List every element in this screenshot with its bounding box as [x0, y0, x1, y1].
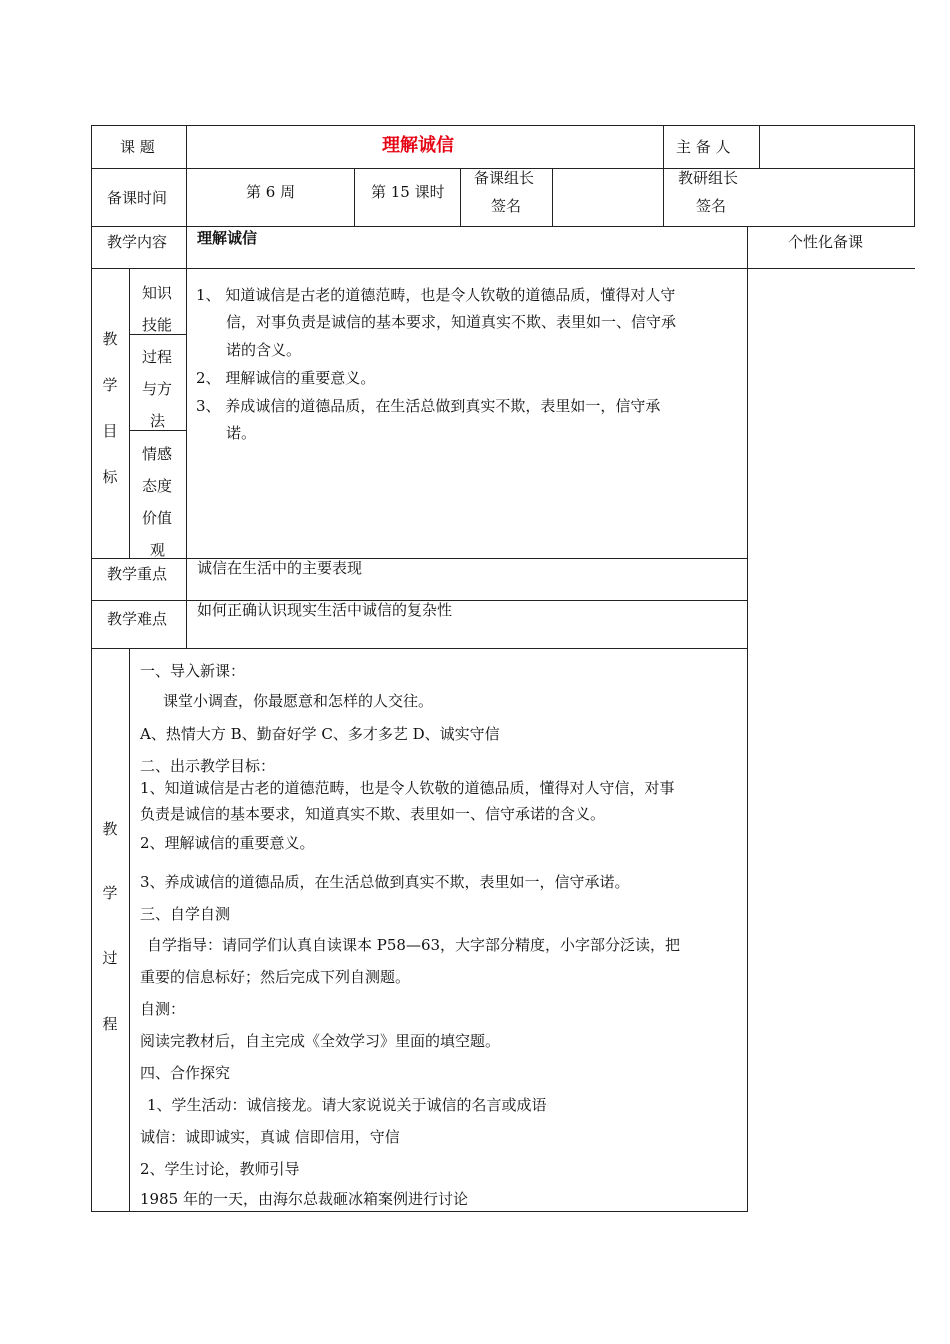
- knowledge-skill-label: 技能: [142, 316, 173, 334]
- table-rule: [129, 648, 130, 1211]
- process-label-char: 程: [102, 1015, 118, 1033]
- table-rule: [460, 168, 461, 226]
- table-rule: [663, 125, 664, 226]
- objective-item: 2、 理解诚信的重要意义。: [196, 369, 376, 387]
- process-line: 自测：: [140, 1000, 186, 1018]
- process-line: 1、知道诚信是古老的道德范畴，也是令人钦敬的道德品质，懂得对人守信，对事: [140, 779, 675, 797]
- difficulty-label: 教学难点: [107, 610, 168, 628]
- table-rule: [91, 648, 747, 649]
- table-rule: [91, 226, 915, 227]
- process-line: 课堂小调查，你最愿意和怎样的人交往。: [163, 692, 434, 710]
- table-border-right: [914, 125, 915, 226]
- emotion-attitude-label: 态度: [142, 477, 173, 495]
- personalized-label: 个性化备课: [788, 233, 864, 251]
- process-line: 重要的信息标好；然后完成下列自测题。: [140, 968, 411, 986]
- content-label: 教学内容: [107, 233, 168, 251]
- group-leader-label: 备课组长: [474, 169, 535, 187]
- objective-item: 诺。: [226, 424, 257, 442]
- table-rule: [91, 268, 915, 269]
- objective-item: 信，对事负责是诚信的基本要求，知道真实不欺、表里如一、信守承: [226, 313, 677, 331]
- table-rule: [552, 168, 553, 226]
- process-label-char: 教: [102, 820, 118, 838]
- emotion-attitude-label: 观: [150, 541, 166, 559]
- topic-label: 课 题: [120, 138, 155, 156]
- key-point-label: 教学重点: [107, 565, 168, 583]
- knowledge-skill-label: 知识: [142, 284, 173, 302]
- process-line: 诚信：诚即诚实，真诚 信即信用，守信: [140, 1128, 400, 1146]
- emotion-attitude-label: 情感: [142, 445, 173, 463]
- content-value: 理解诚信: [197, 229, 258, 247]
- research-leader-label: 教研组长: [678, 169, 739, 187]
- week-value: 第 6 周: [246, 183, 296, 201]
- process-line: 2、学生讨论，教师引导: [140, 1160, 300, 1178]
- process-line: A、热情大方 B、勤奋好学 C、多才多艺 D、诚实守信: [140, 725, 500, 743]
- group-leader-sign-label: 签名: [491, 197, 522, 215]
- process-label-char: 学: [102, 884, 118, 902]
- table-rule: [354, 168, 355, 226]
- process-line: 二、出示教学目标：: [140, 757, 276, 775]
- table-border-bottom: [91, 1211, 747, 1212]
- process-line: 负责是诚信的基本要求，知道真实不欺、表里如一、信守承诺的含义。: [140, 805, 606, 823]
- objectives-label-char: 教: [102, 330, 118, 348]
- process-line: 四、合作探究: [140, 1064, 231, 1082]
- process-line: 2、理解诚信的重要意义。: [140, 834, 315, 852]
- process-line: 3、养成诚信的道德品质，在生活总做到真实不欺，表里如一，信守承诺。: [140, 873, 630, 891]
- process-line: 一、导入新课：: [140, 662, 246, 680]
- objective-item: 3、 养成诚信的道德品质，在生活总做到真实不欺，表里如一，信守承: [196, 397, 661, 415]
- process-line: 1、学生活动：诚信接龙。请大家说说关于诚信的名言或成语: [147, 1096, 547, 1114]
- process-method-label: 法: [150, 412, 166, 430]
- preparer-label: 主 备 人: [676, 138, 731, 156]
- topic-title: 理解诚信: [382, 135, 454, 156]
- objective-item: 诺的含义。: [226, 341, 302, 359]
- table-rule: [129, 268, 130, 558]
- process-method-label: 过程: [142, 348, 173, 366]
- emotion-attitude-label: 价值: [142, 509, 173, 527]
- table-rule: [747, 226, 748, 1212]
- table-rule: [186, 125, 187, 648]
- research-leader-sign-label: 签名: [696, 197, 727, 215]
- table-border-top: [91, 125, 915, 126]
- period-value: 第 15 课时: [371, 183, 445, 201]
- table-rule: [759, 125, 760, 168]
- objectives-label-char: 标: [102, 468, 118, 486]
- process-line: 自学指导：请同学们认真自读课本 P58—63，大字部分精度，小字部分泛读，把: [147, 936, 681, 954]
- process-method-label: 与方: [142, 380, 173, 398]
- objectives-label-char: 学: [102, 376, 118, 394]
- prep-time-label: 备课时间: [107, 189, 168, 207]
- process-line: 1985 年的一天，由海尔总裁砸冰箱案例进行讨论: [140, 1190, 468, 1208]
- process-line: 三、自学自测: [140, 905, 231, 923]
- objectives-label-char: 目: [102, 422, 118, 440]
- table-border-left: [91, 125, 92, 1212]
- difficulty-value: 如何正确认识现实生活中诚信的复杂性: [197, 601, 453, 619]
- key-point-value: 诚信在生活中的主要表现: [197, 559, 363, 577]
- table-rule: [91, 558, 747, 559]
- objective-item: 1、 知道诚信是古老的道德范畴，也是令人钦敬的道德品质，懂得对人守: [196, 286, 676, 304]
- process-line: 阅读完教材后，自主完成《全效学习》里面的填空题。: [140, 1032, 501, 1050]
- process-label-char: 过: [102, 949, 118, 967]
